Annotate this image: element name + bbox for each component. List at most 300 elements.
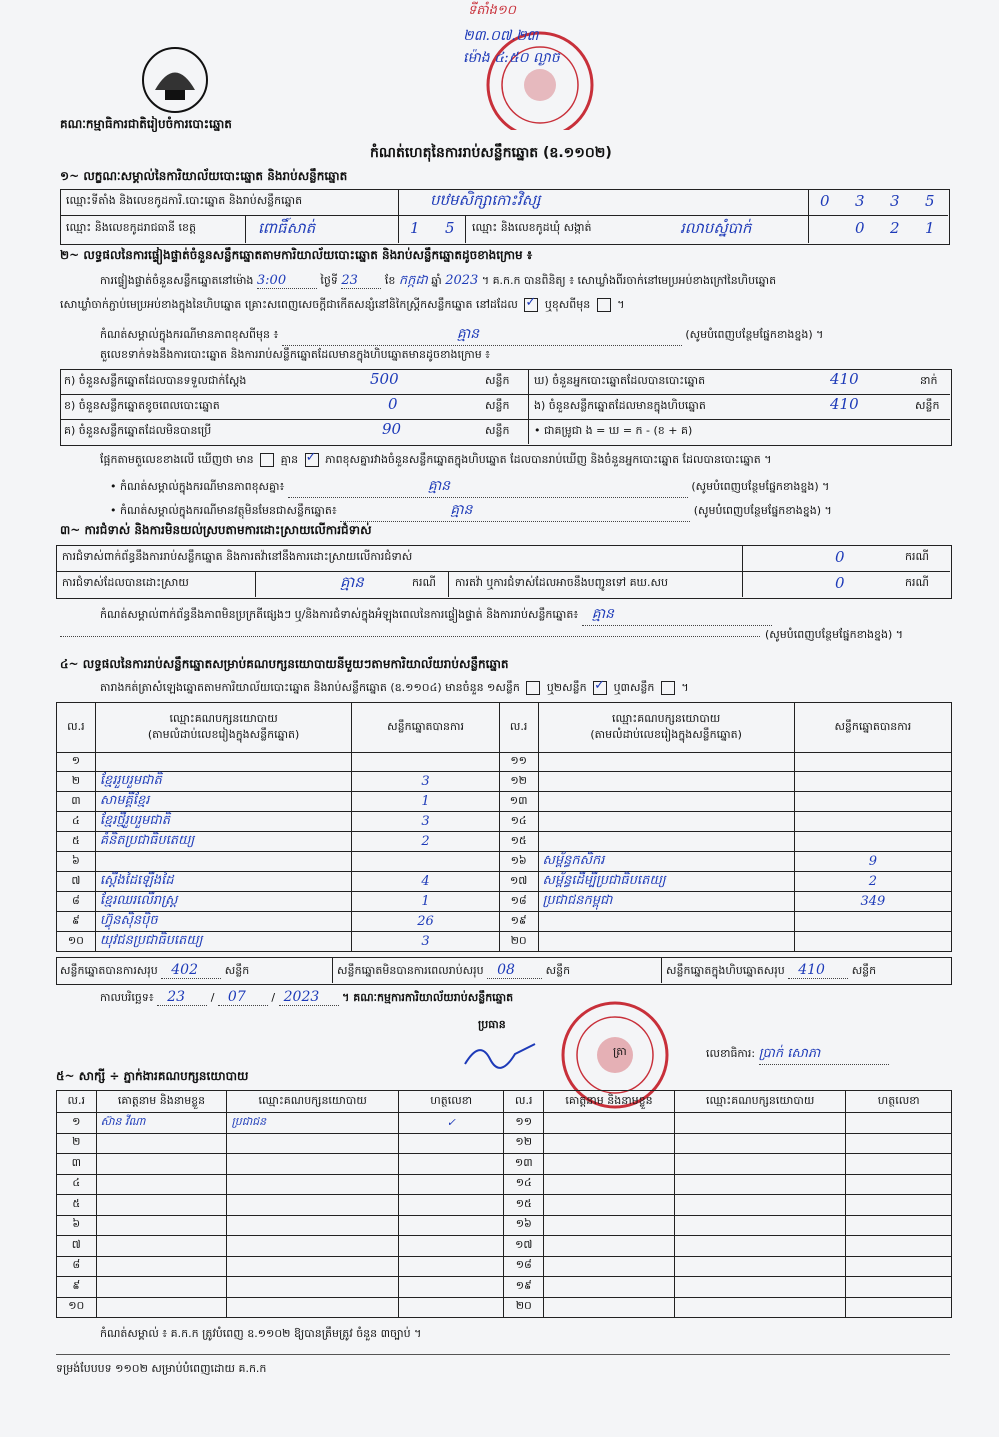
voters-value: 410 bbox=[830, 370, 859, 388]
result-party: គំនិតប្រជាធិបតេយ្យ bbox=[95, 832, 352, 852]
result-row bbox=[57, 872, 952, 892]
irregularity-note-value: គ្មាន bbox=[582, 604, 772, 626]
witness-name bbox=[544, 1236, 675, 1257]
result-no: ៤ bbox=[57, 812, 96, 832]
result-party bbox=[538, 812, 794, 832]
two-sheet-label: ឬ២សន្លឹក bbox=[546, 681, 587, 694]
result-no: ២ bbox=[57, 772, 96, 792]
received-label: ក) ចំនួនសន្លឹកឆ្នោតដែលបានទទួលជាក់ស្តែង bbox=[64, 374, 247, 387]
spoiled-unit: សន្លឹក bbox=[485, 399, 510, 412]
result-no: ១២ bbox=[499, 772, 538, 792]
result-no: ១ bbox=[57, 753, 96, 772]
witness-name bbox=[96, 1215, 227, 1236]
commune-code-1: 0 bbox=[855, 219, 865, 237]
valid-total-unit: សន្លឹក bbox=[224, 964, 250, 977]
result-party: ខ្មែរឈរលើរាស្ត្រ bbox=[95, 892, 352, 912]
secretary bbox=[706, 1045, 889, 1065]
site-code-1: 0 bbox=[820, 192, 830, 210]
witness-signature bbox=[398, 1174, 504, 1195]
diff-note-1-label: • កំណត់សម្គាល់ក្នុងករណីមានភាពខុសគ្នា៖ bbox=[110, 480, 285, 493]
witness-party bbox=[674, 1195, 845, 1216]
witness-signature bbox=[846, 1174, 952, 1195]
three-sheet-checkbox[interactable] bbox=[661, 681, 675, 695]
witness-row bbox=[57, 1154, 952, 1175]
witness-party bbox=[227, 1195, 398, 1216]
result-party: ប្រជាជនកម្ពុជា bbox=[538, 892, 794, 912]
results-header-party-text-2: ឈ្មោះគណបក្សនយោបាយ bbox=[611, 711, 721, 725]
result-party: សម្ព័ន្ធកសិករ bbox=[538, 852, 794, 872]
verify-day-value: 23 bbox=[341, 273, 381, 289]
result-party: យុវជនប្រជាធិបតេយ្យ bbox=[95, 932, 352, 952]
difference-note-label: កំណត់សម្គាល់ក្នុងករណីមានភាពខុសពីមុន ៖ bbox=[100, 328, 279, 341]
commune-label: ឈ្មោះ និងលេខកូដឃុំ សង្កាត់ bbox=[472, 221, 592, 234]
witness-signature bbox=[846, 1133, 952, 1154]
different-checkbox[interactable] bbox=[597, 298, 611, 312]
fill-hint: (សូមបំពេញបន្ថែមផ្នែកខាងខ្នង) ។ bbox=[685, 328, 824, 341]
compare-no-label: គ្មាន bbox=[280, 453, 299, 466]
results-table bbox=[56, 702, 952, 952]
witness-signature bbox=[846, 1277, 952, 1298]
witness-name bbox=[544, 1215, 675, 1236]
result-party bbox=[538, 772, 794, 792]
result-votes: 26 bbox=[352, 912, 499, 932]
three-sheet-label: ឬ៣សន្លឹក bbox=[613, 681, 655, 694]
results-header-party-text: ឈ្មោះគណបក្សនយោបាយ bbox=[169, 711, 278, 725]
witness-party bbox=[227, 1256, 398, 1277]
sheet-count-line: តារាងកត់ត្រាសំឡេងឆ្នោតតាមការិយាល័យបោះឆ្នោត និងរាប់សន្លឹកឆ្នោត (ឧ.១១០៤) មានចំនួន ១សន្លឹក ឬ២សន្លឹក ✓ ឬ៣សន្លឹក ។ bbox=[100, 681, 689, 697]
diff-note-1 bbox=[110, 476, 829, 498]
date-year: 2023 bbox=[279, 989, 339, 1006]
formula: • ជាគម្រូជា ង = ឃ = ក - (ខ + គ) bbox=[534, 424, 693, 437]
appeal-label: ការតវ៉ា ឬការជំទាស់ដែលអាចនឹងបញ្ជូនទៅ គឃ.សប bbox=[455, 576, 668, 589]
province-code-1: 1 bbox=[410, 219, 420, 237]
witness-no: ៩ bbox=[57, 1277, 97, 1298]
compare-no-checkbox[interactable] bbox=[305, 453, 319, 467]
witness-name bbox=[544, 1195, 675, 1216]
result-no: ៧ bbox=[57, 872, 96, 892]
lock-text: សោឃ្លាំចាក់ភ្ជាប់មេប្រអប់ខាងក្នុងនៃហិបឆ្នោត គ្រោះសពេញសេចក្តីជាកើតសន្សំនៅនិកៃស្ត្រីកសន្លឹកឆ្នោត នៅដដែល bbox=[60, 298, 518, 311]
witness-no: ១៧ bbox=[504, 1236, 544, 1257]
result-votes: 1 bbox=[352, 892, 499, 912]
resolved-value: គ្មាន bbox=[340, 573, 364, 591]
inbox-unit: សន្លឹក bbox=[915, 399, 940, 412]
witness-party bbox=[227, 1133, 398, 1154]
witness-party bbox=[674, 1236, 845, 1257]
results-header-party bbox=[95, 703, 352, 753]
witness-signature bbox=[398, 1133, 504, 1154]
witness-no: ៥ bbox=[57, 1195, 97, 1216]
witness-name bbox=[544, 1174, 675, 1195]
result-votes: 349 bbox=[794, 892, 951, 912]
valid-total-value: 402 bbox=[161, 962, 221, 979]
witness-table bbox=[56, 1090, 952, 1318]
difference-note-value: គ្មាន bbox=[282, 324, 682, 346]
box-total bbox=[666, 962, 876, 980]
witness-no: ១២ bbox=[504, 1133, 544, 1154]
witness-party bbox=[227, 1215, 398, 1236]
witness-header-no: ល.រ bbox=[57, 1091, 97, 1113]
form-footer: ទម្រង់បែបបទ ១១០២ សម្រាប់បំពេញដោយ គ.ក.ក bbox=[56, 1362, 267, 1375]
witness-signature bbox=[846, 1256, 952, 1277]
witness-row bbox=[57, 1277, 952, 1298]
sheet-count-label: តារាងកត់ត្រាសំឡេងឆ្នោតតាមការិយាល័យបោះឆ្នោត និងរាប់សន្លឹកឆ្នោត (ឧ.១១០៤) មានចំនួន ១សន្លឹក bbox=[100, 681, 520, 694]
province-code-2: 5 bbox=[445, 219, 455, 237]
witness-signature bbox=[846, 1195, 952, 1216]
org-name: គណៈកម្មាធិការជាតិរៀបចំការបោះឆ្នោត bbox=[60, 117, 232, 131]
result-party bbox=[538, 832, 794, 852]
witness-party bbox=[227, 1236, 398, 1257]
inbox-value: 410 bbox=[830, 395, 859, 413]
diff-note-1-value: គ្មាន bbox=[288, 476, 688, 498]
result-party bbox=[95, 753, 352, 772]
resolved-label: ការជំទាស់ដែលបានដោះស្រាយ bbox=[62, 576, 189, 589]
diff-note-2-label: • កំណត់សម្គាល់ក្នុងករណីមានវត្ថុមិនមែនជាសន្លឹកឆ្នោត៖ bbox=[110, 504, 337, 517]
result-party bbox=[538, 912, 794, 932]
spoiled-label: ខ) ចំនួនសន្លឹកឆ្នោតខូចពេលបោះឆ្នោត bbox=[64, 399, 220, 412]
province-label: ឈ្មោះ និងលេខកូដរាជធានី ខេត្ត bbox=[66, 221, 196, 234]
witness-body bbox=[57, 1113, 952, 1318]
result-votes: 3 bbox=[352, 772, 499, 792]
result-row bbox=[57, 912, 952, 932]
witness-row bbox=[57, 1297, 952, 1318]
witness-party: ប្រជាជន bbox=[227, 1113, 398, 1134]
irregularity-note bbox=[100, 604, 772, 626]
witness-name bbox=[96, 1277, 227, 1298]
official-stamp-top bbox=[463, 3, 638, 130]
invalid-total bbox=[337, 962, 570, 980]
result-no: ១៦ bbox=[499, 852, 538, 872]
result-party bbox=[538, 792, 794, 812]
results-header-no-2: ល.រ bbox=[499, 703, 538, 753]
witness-row bbox=[57, 1195, 952, 1216]
footnote: កំណត់សម្គាល់ ៖ គ.ក.ក ត្រូវបំពេញ ឧ.១១០២ ឱ្យបានត្រឹមត្រូវ ចំនួន ៣ច្បាប់ ។ bbox=[100, 1327, 422, 1340]
result-no: ៨ bbox=[57, 892, 96, 912]
witness-name bbox=[96, 1154, 227, 1175]
witness-signature bbox=[398, 1195, 504, 1216]
section3-title: ៣~ ការជំទាស់ និងការមិនយល់ស្របតាមការដោះស្រាយលើការជំទាស់ bbox=[60, 523, 372, 537]
witness-name bbox=[544, 1297, 675, 1318]
result-party bbox=[538, 753, 794, 772]
seal-label: ត្រា bbox=[613, 1045, 627, 1058]
chair-label: ប្រធាន bbox=[478, 1018, 506, 1031]
nec-logo bbox=[140, 45, 210, 118]
difference-note bbox=[100, 324, 823, 346]
valid-total bbox=[60, 962, 249, 980]
witness-signature bbox=[398, 1277, 504, 1298]
witness-signature bbox=[398, 1297, 504, 1318]
box-total-label: សន្លឹកឆ្នោតក្នុងហិបឆ្នោតសរុប bbox=[666, 964, 785, 977]
witness-no: ១១ bbox=[504, 1113, 544, 1134]
site-code-3: 3 bbox=[890, 192, 900, 210]
diff-note-2 bbox=[110, 500, 832, 522]
fill-hint-2: (សូមបំពេញបន្ថែមផ្នែកខាងខ្នង) ។ bbox=[691, 480, 830, 493]
compare-label: ផ្អែកតាមតួលេខខាងលើ ឃើញថា មាន bbox=[100, 453, 254, 466]
witness-name bbox=[544, 1256, 675, 1277]
results-header-votes-2: សន្លឹកឆ្នោតបានការ bbox=[794, 703, 951, 753]
witness-no: ៦ bbox=[57, 1215, 97, 1236]
same-checkbox[interactable] bbox=[524, 298, 538, 312]
witness-no: ៤ bbox=[57, 1174, 97, 1195]
result-party: សម្ព័ន្ធដើម្បីប្រជាធិបតេយ្យ bbox=[538, 872, 794, 892]
results-header-party-2 bbox=[538, 703, 794, 753]
witness-header-sign-2: ហត្ថលេខា bbox=[846, 1091, 952, 1113]
committee-label: ។ គណៈកម្មការការិយាល័យរាប់សន្លឹកឆ្នោត bbox=[342, 991, 514, 1004]
verify-month-label: ខែ bbox=[384, 274, 396, 287]
witness-name bbox=[544, 1113, 675, 1134]
two-sheet-checkbox[interactable] bbox=[593, 681, 607, 695]
site-code-4: 5 bbox=[925, 192, 935, 210]
result-votes: 1 bbox=[352, 792, 499, 812]
witness-name bbox=[96, 1297, 227, 1318]
results-header-party-sub: (តាមលំដាប់លេខរៀងក្នុងសន្លឹកឆ្នោត) bbox=[147, 727, 300, 741]
witness-no: ១៣ bbox=[504, 1154, 544, 1175]
witness-party bbox=[674, 1277, 845, 1298]
results-header-party-sub-2: (តាមលំដាប់លេខរៀងក្នុងសន្លឹកឆ្នោត) bbox=[590, 727, 742, 741]
date-label: កាលបរិច្ឆេទ៖ bbox=[100, 991, 154, 1004]
witness-name bbox=[96, 1195, 227, 1216]
box-total-value: 410 bbox=[788, 962, 848, 979]
witness-name bbox=[96, 1256, 227, 1277]
verify-text: ។ គ.ក.ក បានពិនិត្យ ៖ សោឃ្លាំងពីរចាក់នៅមេប្រអប់ខាងក្រៅនៃហិបឆ្នោត bbox=[481, 274, 777, 287]
result-votes bbox=[794, 772, 951, 792]
verify-year-label: ឆ្នាំ bbox=[431, 274, 442, 287]
site-code-2: 3 bbox=[855, 192, 865, 210]
result-row bbox=[57, 753, 952, 772]
fill-hint-4: (សូមបំពេញបន្ថែមផ្នែកខាងខ្នង) ។ bbox=[765, 628, 904, 641]
witness-row bbox=[57, 1215, 952, 1236]
witness-signature bbox=[846, 1154, 952, 1175]
irregularity-line bbox=[60, 636, 760, 637]
result-no: ១៧ bbox=[499, 872, 538, 892]
one-sheet-checkbox[interactable] bbox=[526, 681, 540, 695]
witness-party bbox=[674, 1154, 845, 1175]
unused-unit: សន្លឹក bbox=[485, 424, 510, 437]
result-votes: 3 bbox=[352, 812, 499, 832]
objection-unit: ករណី bbox=[905, 550, 929, 563]
secretary-label: លេខាធិការ: bbox=[706, 1047, 756, 1060]
witness-row bbox=[57, 1256, 952, 1277]
received-unit: សន្លឹក bbox=[485, 374, 510, 387]
verification-line-2: សោឃ្លាំចាក់ភ្ជាប់មេប្រអប់ខាងក្នុងនៃហិបឆ្នោត គ្រោះសពេញសេចក្តីជាកើតសន្សំនៅនិកៃស្ត្រីកសន្លឹកឆ្នោត នៅដដែល ✓ ឬខុសពីមុន ។ bbox=[60, 298, 624, 314]
witness-party bbox=[227, 1277, 398, 1298]
results-header-no: ល.រ bbox=[57, 703, 96, 753]
appeal-value: 0 bbox=[835, 574, 845, 592]
witness-no: ៧ bbox=[57, 1236, 97, 1257]
received-value: 500 bbox=[370, 370, 399, 388]
witness-no: ១៩ bbox=[504, 1277, 544, 1298]
invalid-total-value: 08 bbox=[487, 962, 542, 979]
witness-no: ១៨ bbox=[504, 1256, 544, 1277]
result-votes bbox=[352, 753, 499, 772]
result-row bbox=[57, 852, 952, 872]
appeal-unit: ករណី bbox=[905, 576, 929, 589]
unused-value: 90 bbox=[382, 420, 402, 438]
results-body bbox=[57, 753, 952, 952]
result-row bbox=[57, 772, 952, 792]
result-row bbox=[57, 832, 952, 852]
objection-value: 0 bbox=[835, 548, 845, 566]
stamp-note-2: ២៣.០៧.២៣ bbox=[463, 28, 539, 44]
witness-header-name: គោត្តនាម និងនាមខ្លួន bbox=[96, 1091, 227, 1113]
result-votes bbox=[794, 792, 951, 812]
result-no: ៥ bbox=[57, 832, 96, 852]
witness-party bbox=[674, 1297, 845, 1318]
witness-no: ៣ bbox=[57, 1154, 97, 1175]
invalid-total-unit: សន្លឹក bbox=[545, 964, 571, 977]
witness-party bbox=[674, 1215, 845, 1236]
witness-name bbox=[544, 1133, 675, 1154]
verify-time-label: ការផ្ទៀងផ្ទាត់ចំនួនសន្លឹកឆ្នោតនៅម៉ោង bbox=[100, 274, 254, 287]
result-row bbox=[57, 812, 952, 832]
result-votes bbox=[794, 832, 951, 852]
date-day: 23 bbox=[157, 989, 207, 1006]
figures-intro: តួលេខទាក់ទងនឹងការបោះឆ្នោត និងការរាប់សន្លឹកឆ្នោតដែលមានក្នុងហិបឆ្នោតមានដូចខាងក្រោម ៖ bbox=[100, 348, 491, 361]
unused-label: គ) ចំនួនសន្លឹកឆ្នោតដែលមិនបានប្រើ bbox=[64, 424, 212, 437]
verify-month-value: កក្កដា bbox=[398, 273, 428, 288]
witness-signature: ✓ bbox=[398, 1113, 504, 1134]
witness-name: ស៊ាន វីណា bbox=[96, 1113, 227, 1134]
witness-name bbox=[96, 1174, 227, 1195]
witness-no: ១៦ bbox=[504, 1215, 544, 1236]
witness-no: ១៤ bbox=[504, 1174, 544, 1195]
diff-note-2-value: គ្មាន bbox=[340, 500, 690, 522]
witness-header-no-2: ល.រ bbox=[504, 1091, 544, 1113]
voters-unit: នាក់ bbox=[920, 374, 938, 387]
section2-title: ២~ លទ្ធផលនៃការផ្ទៀងផ្ទាត់ចំនួនសន្លឹកឆ្នោតតាមការិយាល័យបោះឆ្នោត និងរាប់សន្លឹកឆ្នោតដូចខាងក្រោម ៖ bbox=[60, 248, 533, 262]
commune-code-3: 1 bbox=[925, 219, 935, 237]
inbox-label: ង) ចំនួនសន្លឹកឆ្នោតដែលមានក្នុងហិបឆ្នោត bbox=[534, 399, 706, 412]
objection-label: ការជំទាស់ពាក់ព័ន្ធនឹងការរាប់សន្លឹកឆ្នោត និងការតវ៉ានៅនឹងការដោះស្រាយលើការជំទាស់ bbox=[62, 550, 413, 563]
witness-party bbox=[674, 1133, 845, 1154]
witness-row bbox=[57, 1174, 952, 1195]
result-party bbox=[538, 932, 794, 952]
stamp-note-1: ទីតាំង១០ bbox=[468, 3, 516, 18]
result-party: ហ៊្វុនស៊ិនប៉ិច bbox=[95, 912, 352, 932]
result-no: ១៣ bbox=[499, 792, 538, 812]
form-title: កំណត់ហេតុនៃការរាប់សន្លឹកឆ្នោត (ឧ.១១០២) bbox=[370, 145, 612, 161]
result-party bbox=[95, 852, 352, 872]
witness-header-sign: ហត្ថលេខា bbox=[398, 1091, 504, 1113]
witness-signature bbox=[398, 1256, 504, 1277]
result-votes: 3 bbox=[352, 932, 499, 952]
witness-no: ២ bbox=[57, 1133, 97, 1154]
chair-signature bbox=[460, 1034, 540, 1077]
section5-title: ៥~ សាក្សី ÷ ភ្នាក់ងារគណបក្សនយោបាយ bbox=[56, 1069, 249, 1083]
nec-logo-icon bbox=[140, 45, 210, 115]
result-no: ១៩ bbox=[499, 912, 538, 932]
result-party: ស្ដើងដៃឡើងដៃ bbox=[95, 872, 352, 892]
signature-icon bbox=[460, 1034, 540, 1074]
verification-line-1 bbox=[100, 272, 776, 291]
witness-header-party-2: ឈ្មោះគណបក្សនយោបាយ bbox=[674, 1091, 845, 1113]
witness-name bbox=[96, 1236, 227, 1257]
witness-no: ១៥ bbox=[504, 1195, 544, 1216]
result-row bbox=[57, 932, 952, 952]
compare-yes-checkbox[interactable] bbox=[260, 453, 274, 467]
result-votes bbox=[794, 932, 951, 952]
witness-party bbox=[227, 1297, 398, 1318]
result-no: ៣ bbox=[57, 792, 96, 812]
result-no: ១៤ bbox=[499, 812, 538, 832]
witness-signature bbox=[398, 1236, 504, 1257]
witness-no: ១០ bbox=[57, 1297, 97, 1318]
result-votes: 2 bbox=[794, 872, 951, 892]
section4-title: ៤~ លទ្ធផលនៃការរាប់សន្លឹកឆ្នោតសម្រាប់គណបក្សនយោបាយនីមួយៗតាមការិយាល័យរាប់សន្លឹកឆ្នោត bbox=[60, 657, 509, 671]
witness-signature bbox=[846, 1113, 952, 1134]
invalid-total-label: សន្លឹកឆ្នោតមិនបានការពេលរាប់សរុប bbox=[337, 964, 484, 977]
compare-rest: ភាពខុសគ្នារវាងចំនួនសន្លឹកឆ្នោតក្នុងហិបឆ្នោត ដែលបានរាប់ឃើញ និងចំនួនអ្នកបោះឆ្នោត ដែលបានបោះឆ្នោត ។ bbox=[325, 453, 772, 466]
results-header-votes: សន្លឹកឆ្នោតបានការ bbox=[352, 703, 499, 753]
verify-time-value: 3:00 bbox=[257, 273, 317, 289]
date-month: 07 bbox=[218, 989, 268, 1006]
witness-signature bbox=[846, 1236, 952, 1257]
box-total-unit: សន្លឹក bbox=[851, 964, 877, 977]
commune-code-2: 2 bbox=[890, 219, 900, 237]
witness-signature bbox=[398, 1154, 504, 1175]
spoiled-value: 0 bbox=[388, 395, 398, 413]
valid-total-label: សន្លឹកឆ្នោតបានការសរុប bbox=[60, 964, 158, 977]
witness-signature bbox=[846, 1297, 952, 1318]
voters-label: ឃ) ចំនួនអ្នកបោះឆ្នោតដែលបានបោះឆ្នោត bbox=[534, 374, 706, 387]
result-votes bbox=[352, 852, 499, 872]
witness-no: ២០ bbox=[504, 1297, 544, 1318]
site-value: បឋមសិក្សាកោះវិស្ស bbox=[430, 191, 541, 209]
result-row bbox=[57, 792, 952, 812]
result-no: ១៨ bbox=[499, 892, 538, 912]
fill-hint-3: (សូមបំពេញបន្ថែមផ្នែកខាងខ្នង) ។ bbox=[693, 504, 832, 517]
stamp-note-3: ម៉ោង ៤:៥០ ល្ងាច bbox=[463, 50, 560, 66]
result-row bbox=[57, 892, 952, 912]
witness-header-party: ឈ្មោះគណបក្សនយោបាយ bbox=[227, 1091, 398, 1113]
result-votes bbox=[794, 912, 951, 932]
site-label: ឈ្មោះទីតាំង និងលេខកូដការិ.បោះឆ្នោត និងរាប់សន្លឹកឆ្នោត bbox=[66, 194, 303, 207]
result-party: សាមគ្គីខ្មែរ bbox=[95, 792, 352, 812]
different-label: ឬខុសពីមុន bbox=[544, 298, 591, 311]
compare-line bbox=[100, 453, 771, 469]
witness-header-name-2: គោត្តនាម និងនាមខ្លួន bbox=[544, 1091, 675, 1113]
province-value: ពោធិ៍សាត់ bbox=[258, 219, 316, 237]
section1-title: ១~ លក្ខណៈសម្គាល់នៃការិយាល័យបោះឆ្នោត និងរាប់សន្លឹកឆ្នោត bbox=[60, 169, 348, 183]
witness-party bbox=[674, 1174, 845, 1195]
result-votes: 2 bbox=[352, 832, 499, 852]
witness-row bbox=[57, 1113, 952, 1134]
date-line: កាលបរិច្ឆេទ៖ 23 / 07 / 2023 ។ គណៈកម្មការការិយាល័យរាប់សន្លឹកឆ្នោត bbox=[100, 989, 514, 1005]
result-votes: 4 bbox=[352, 872, 499, 892]
result-votes: 9 bbox=[794, 852, 951, 872]
result-no: ៩ bbox=[57, 912, 96, 932]
witness-party bbox=[674, 1256, 845, 1277]
witness-signature bbox=[398, 1215, 504, 1236]
result-party: ខ្មែរថ្មីរួបរួមជាតិ bbox=[95, 812, 352, 832]
witness-name bbox=[544, 1277, 675, 1298]
result-votes bbox=[794, 812, 951, 832]
result-votes bbox=[794, 753, 951, 772]
result-no: ៦ bbox=[57, 852, 96, 872]
result-party: ខ្មែររួបរួមជាតិ bbox=[95, 772, 352, 792]
witness-name bbox=[544, 1154, 675, 1175]
witness-name bbox=[96, 1133, 227, 1154]
witness-party bbox=[227, 1154, 398, 1175]
witness-row bbox=[57, 1236, 952, 1257]
secretary-value: ប្រាក់ សោភា bbox=[759, 1045, 889, 1065]
witness-party bbox=[227, 1174, 398, 1195]
witness-party bbox=[674, 1113, 845, 1134]
commune-value: រលាបស្នំបាក់ bbox=[680, 219, 752, 237]
verify-year-value: 2023 bbox=[445, 273, 479, 288]
witness-signature bbox=[846, 1215, 952, 1236]
result-no: ២០ bbox=[499, 932, 538, 952]
witness-row bbox=[57, 1133, 952, 1154]
